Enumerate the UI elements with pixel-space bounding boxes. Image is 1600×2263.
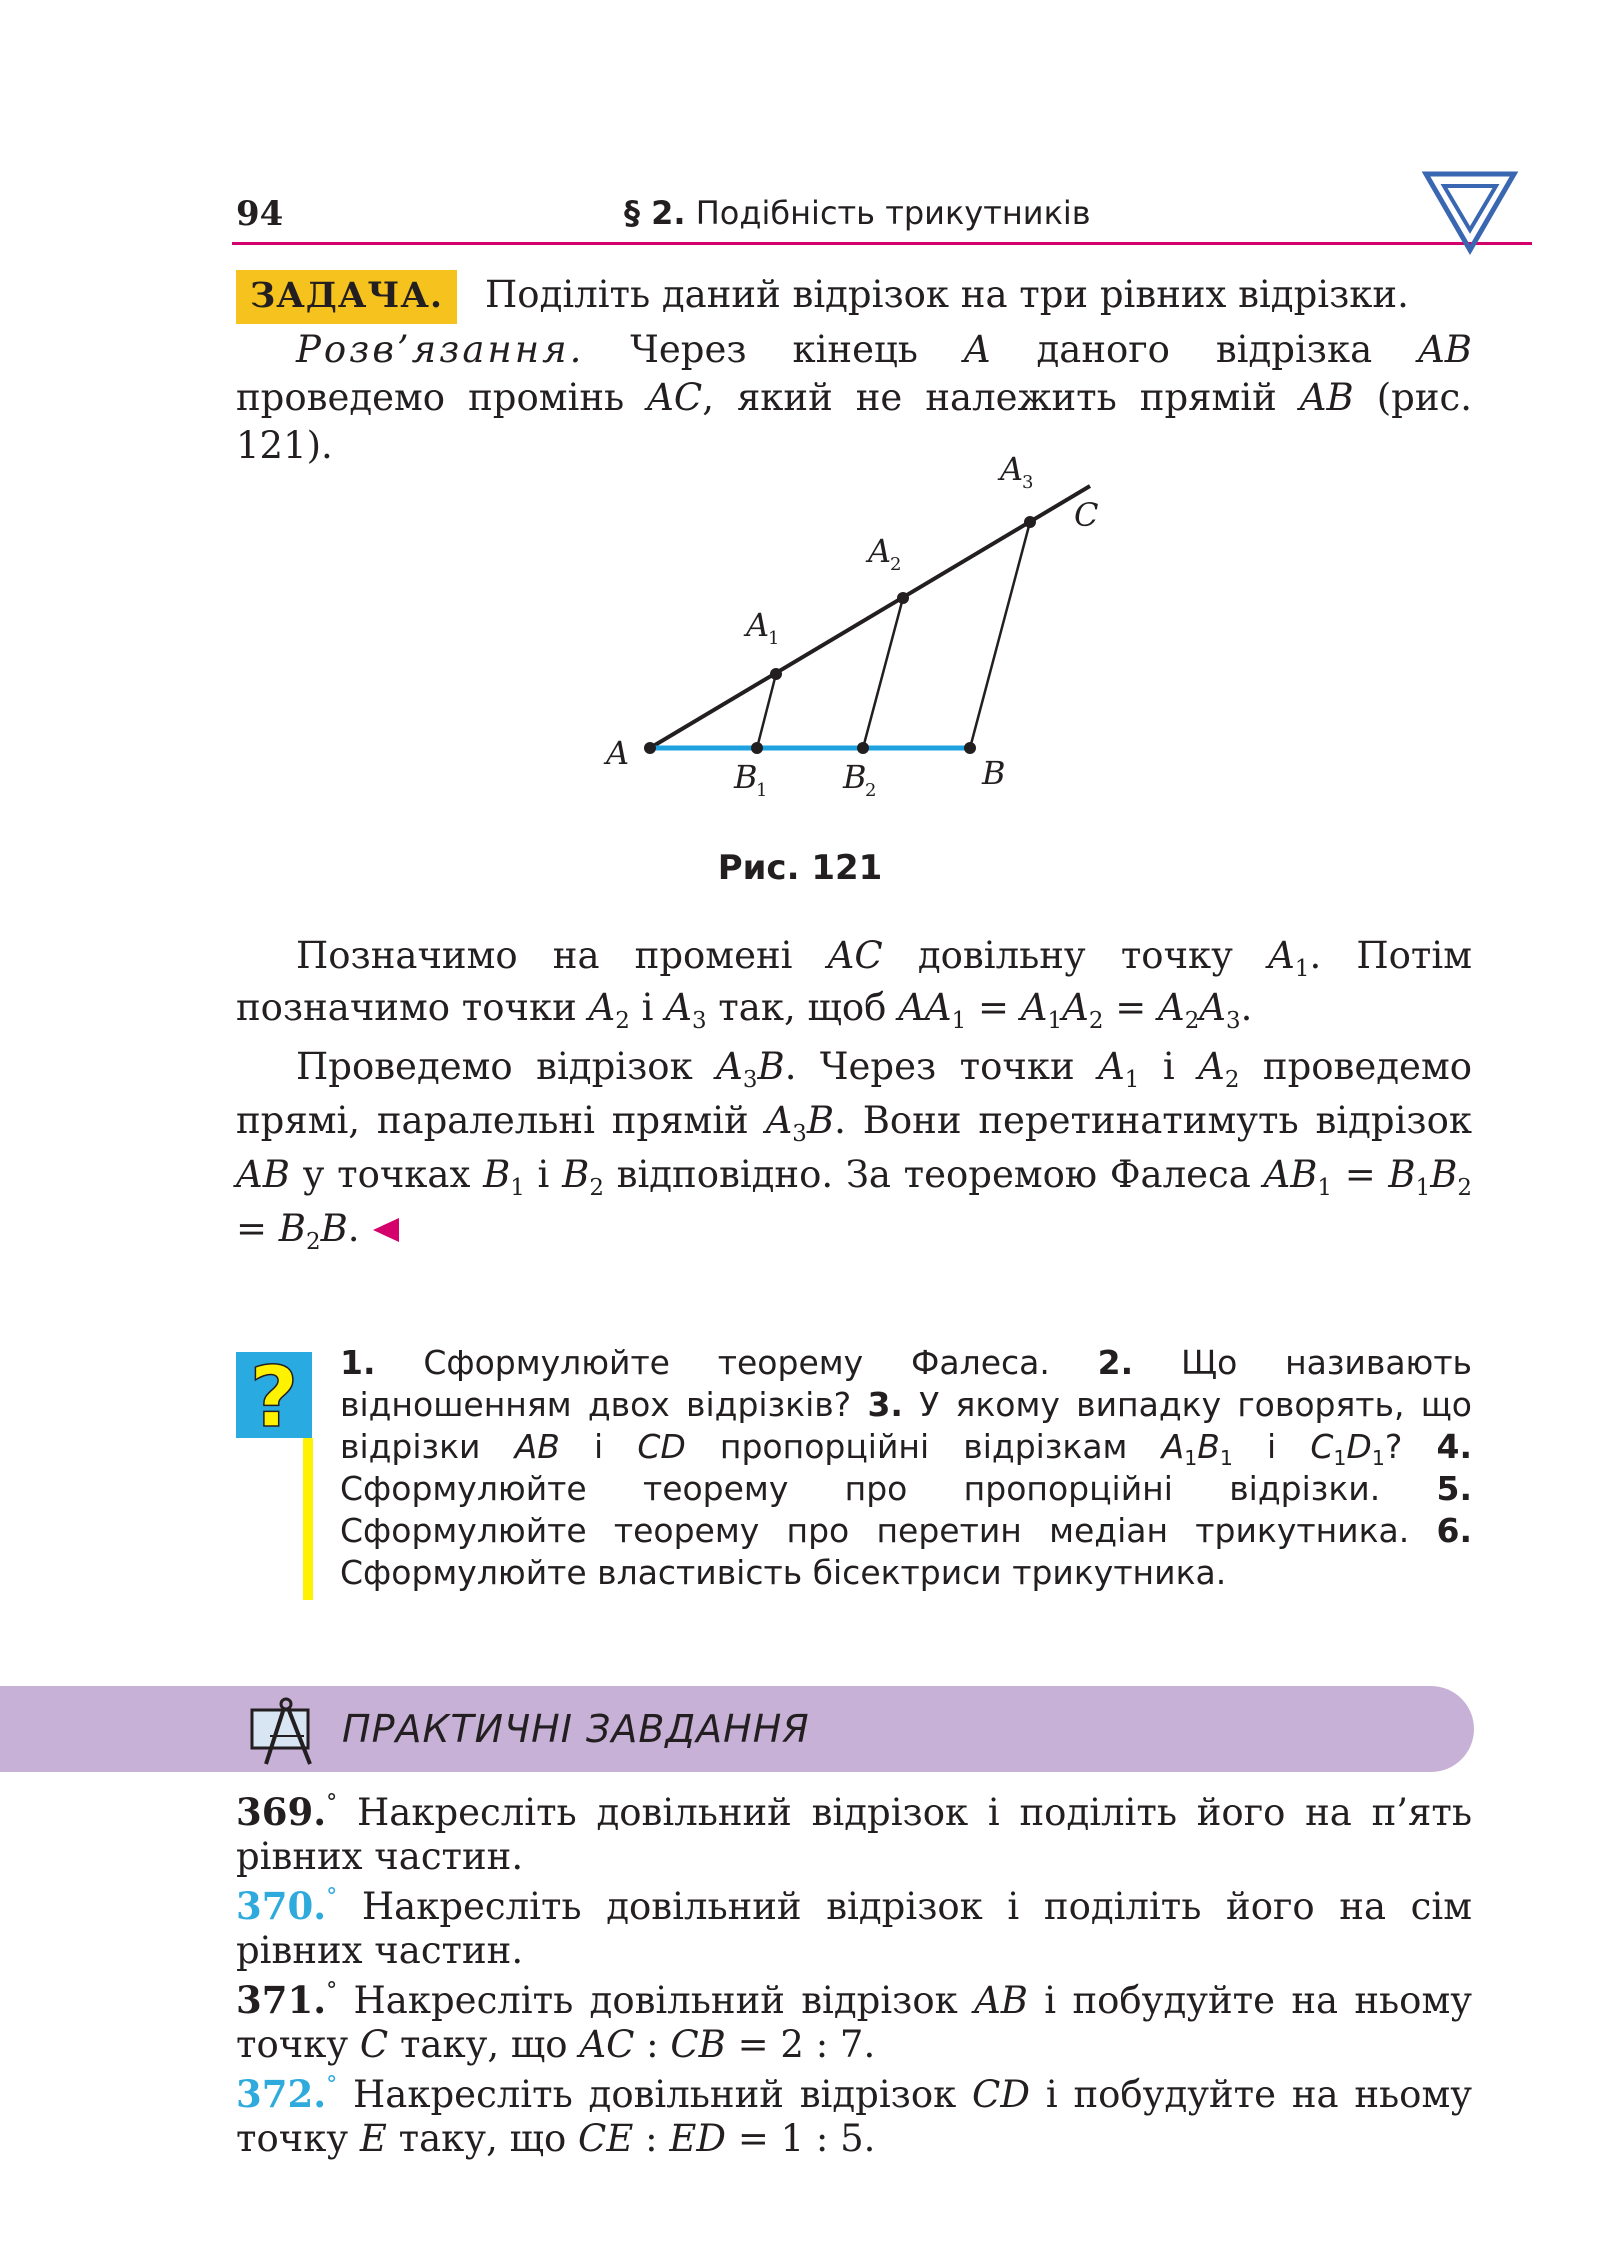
- exercise-number: 372.: [236, 2072, 327, 2116]
- task-badge: ЗАДАЧА.: [236, 270, 457, 324]
- page-header: [232, 186, 1482, 234]
- ray-AC: [650, 486, 1090, 748]
- point-A3: [1024, 516, 1036, 528]
- triangle-logo-icon: [1420, 168, 1520, 258]
- question-text: Сформулюйте властивість бісектриси трикутника.: [340, 1553, 1227, 1592]
- label-B2: B: [843, 758, 867, 796]
- section-number: § 2.: [624, 194, 686, 232]
- section-name: Подібність трикутників: [695, 194, 1091, 232]
- question-text: У якому випадку говорять, що відрізки AB і CD пропорційні відрізкам $A_1B_1$ і $C_1D_1$?: [340, 1385, 1472, 1471]
- solution-label: Розв’язання.: [296, 328, 585, 371]
- question-number: 3.: [867, 1385, 903, 1424]
- solution-intro: Розв’язання. Через кінець A даного відрізка AB проведемо промінь AC, який не належить прямій AB (рис. 121).: [236, 328, 1472, 467]
- label-A2: A: [868, 532, 892, 570]
- question-text: Що називають відношенням двох відрізків?: [340, 1343, 1472, 1424]
- label-A3-sub: 3: [1022, 472, 1034, 493]
- exercise-text: Накресліть довільний відрізок CD і побудуйте на ньому точку E таку, що CE : ED = 1 : 5.: [236, 2073, 1472, 2160]
- solution-paragraph-2: Проведемо відрізок $A_3B$. Через точки $A_1$ і $A_2$ проведемо прямі, паралельні прямій $A_3B$. Вони перетинатимуть відрізок AB у точках $B_1$ і $B_2$ відповідно. За теоремою Фалеса $AB_1 = B_1B_2 = B_2B$.: [236, 1045, 1473, 1256]
- figure-caption: Рис. 121: [717, 848, 883, 888]
- label-B: B: [982, 754, 1006, 792]
- difficulty-mark: °: [326, 1977, 338, 2004]
- exercise-number: 371.: [236, 1978, 327, 2022]
- point-B1: [751, 742, 763, 754]
- question-mark-icon: [236, 1352, 312, 1438]
- svg-text:?: ?: [249, 1352, 299, 1438]
- questions-side-bar: [303, 1438, 313, 1600]
- label-A1-sub: 1: [768, 628, 780, 649]
- exercise-number: 370.: [236, 1884, 327, 1928]
- difficulty-mark: °: [326, 1883, 338, 1910]
- exercise-number: 369.: [236, 1790, 327, 1834]
- label-B2-sub: 2: [865, 780, 877, 801]
- label-A1: A: [746, 606, 770, 644]
- segment-A2B2: [863, 598, 903, 748]
- exercise-372: [236, 2072, 1472, 2161]
- label-B1-sub: 1: [756, 780, 768, 801]
- exercise-371: [236, 1978, 1472, 2067]
- segment-A1B1: [757, 674, 776, 748]
- page-number: 94: [236, 194, 284, 234]
- review-questions: [340, 1342, 1472, 1594]
- difficulty-mark: °: [326, 2071, 338, 2098]
- exercise-text: Накресліть довільний відрізок і поділіть його на сім рівних частин.: [236, 1885, 1473, 1972]
- practical-tasks-title: ПРАКТИЧНІ ЗАВДАННЯ: [342, 1707, 810, 1751]
- question-number: 6.: [1436, 1511, 1472, 1550]
- question-text: Сформулюйте теорему про перетин медіан трикутника.: [340, 1511, 1410, 1550]
- label-B1: B: [734, 758, 758, 796]
- exercise-370: [236, 1884, 1472, 1973]
- point-A1: [770, 668, 782, 680]
- point-B: [964, 742, 976, 754]
- question-number: 2.: [1097, 1343, 1134, 1382]
- label-A: A: [606, 734, 630, 772]
- question-text: Сформулюйте теорему Фалеса.: [423, 1343, 1050, 1382]
- exercise-text: Накресліть довільний відрізок AB і побудуйте на ньому точку C таку, що AC : CB = 2 : 7.: [236, 1979, 1472, 2066]
- segment-A3B: [970, 522, 1030, 748]
- label-A3: A: [1000, 450, 1024, 488]
- label-A2-sub: 2: [890, 554, 902, 575]
- task-text: Поділіть даний відрізок на три рівних відрізки.: [485, 273, 1409, 316]
- solution-paragraph-1: Позначимо на промені AC довільну точку $A_1$. Потім позначимо точки $A_2$ і $A_3$ так, щоб $AA_1 = A_1A_2 = A_2A_3$.: [236, 934, 1472, 1035]
- exercise-369: [236, 1790, 1472, 1879]
- point-A: [644, 742, 656, 754]
- end-of-solution-icon: [371, 1216, 401, 1244]
- question-number: 4.: [1436, 1427, 1472, 1466]
- section-title: [624, 194, 1091, 232]
- label-C: C: [1074, 496, 1099, 534]
- difficulty-mark: °: [326, 1789, 338, 1816]
- header-rule: [232, 242, 1532, 245]
- point-A2: [897, 592, 909, 604]
- drafting-compass-icon: [246, 1694, 324, 1770]
- question-number: 1.: [340, 1343, 376, 1382]
- task-statement: [236, 270, 1472, 324]
- figure-121: [590, 450, 1150, 830]
- question-text: Сформулюйте теорему про пропорційні відрізки.: [340, 1469, 1381, 1508]
- exercise-text: Накресліть довільний відрізок і поділіть його на п’ять рівних частин.: [236, 1791, 1473, 1878]
- question-number: 5.: [1436, 1469, 1472, 1508]
- point-B2: [857, 742, 869, 754]
